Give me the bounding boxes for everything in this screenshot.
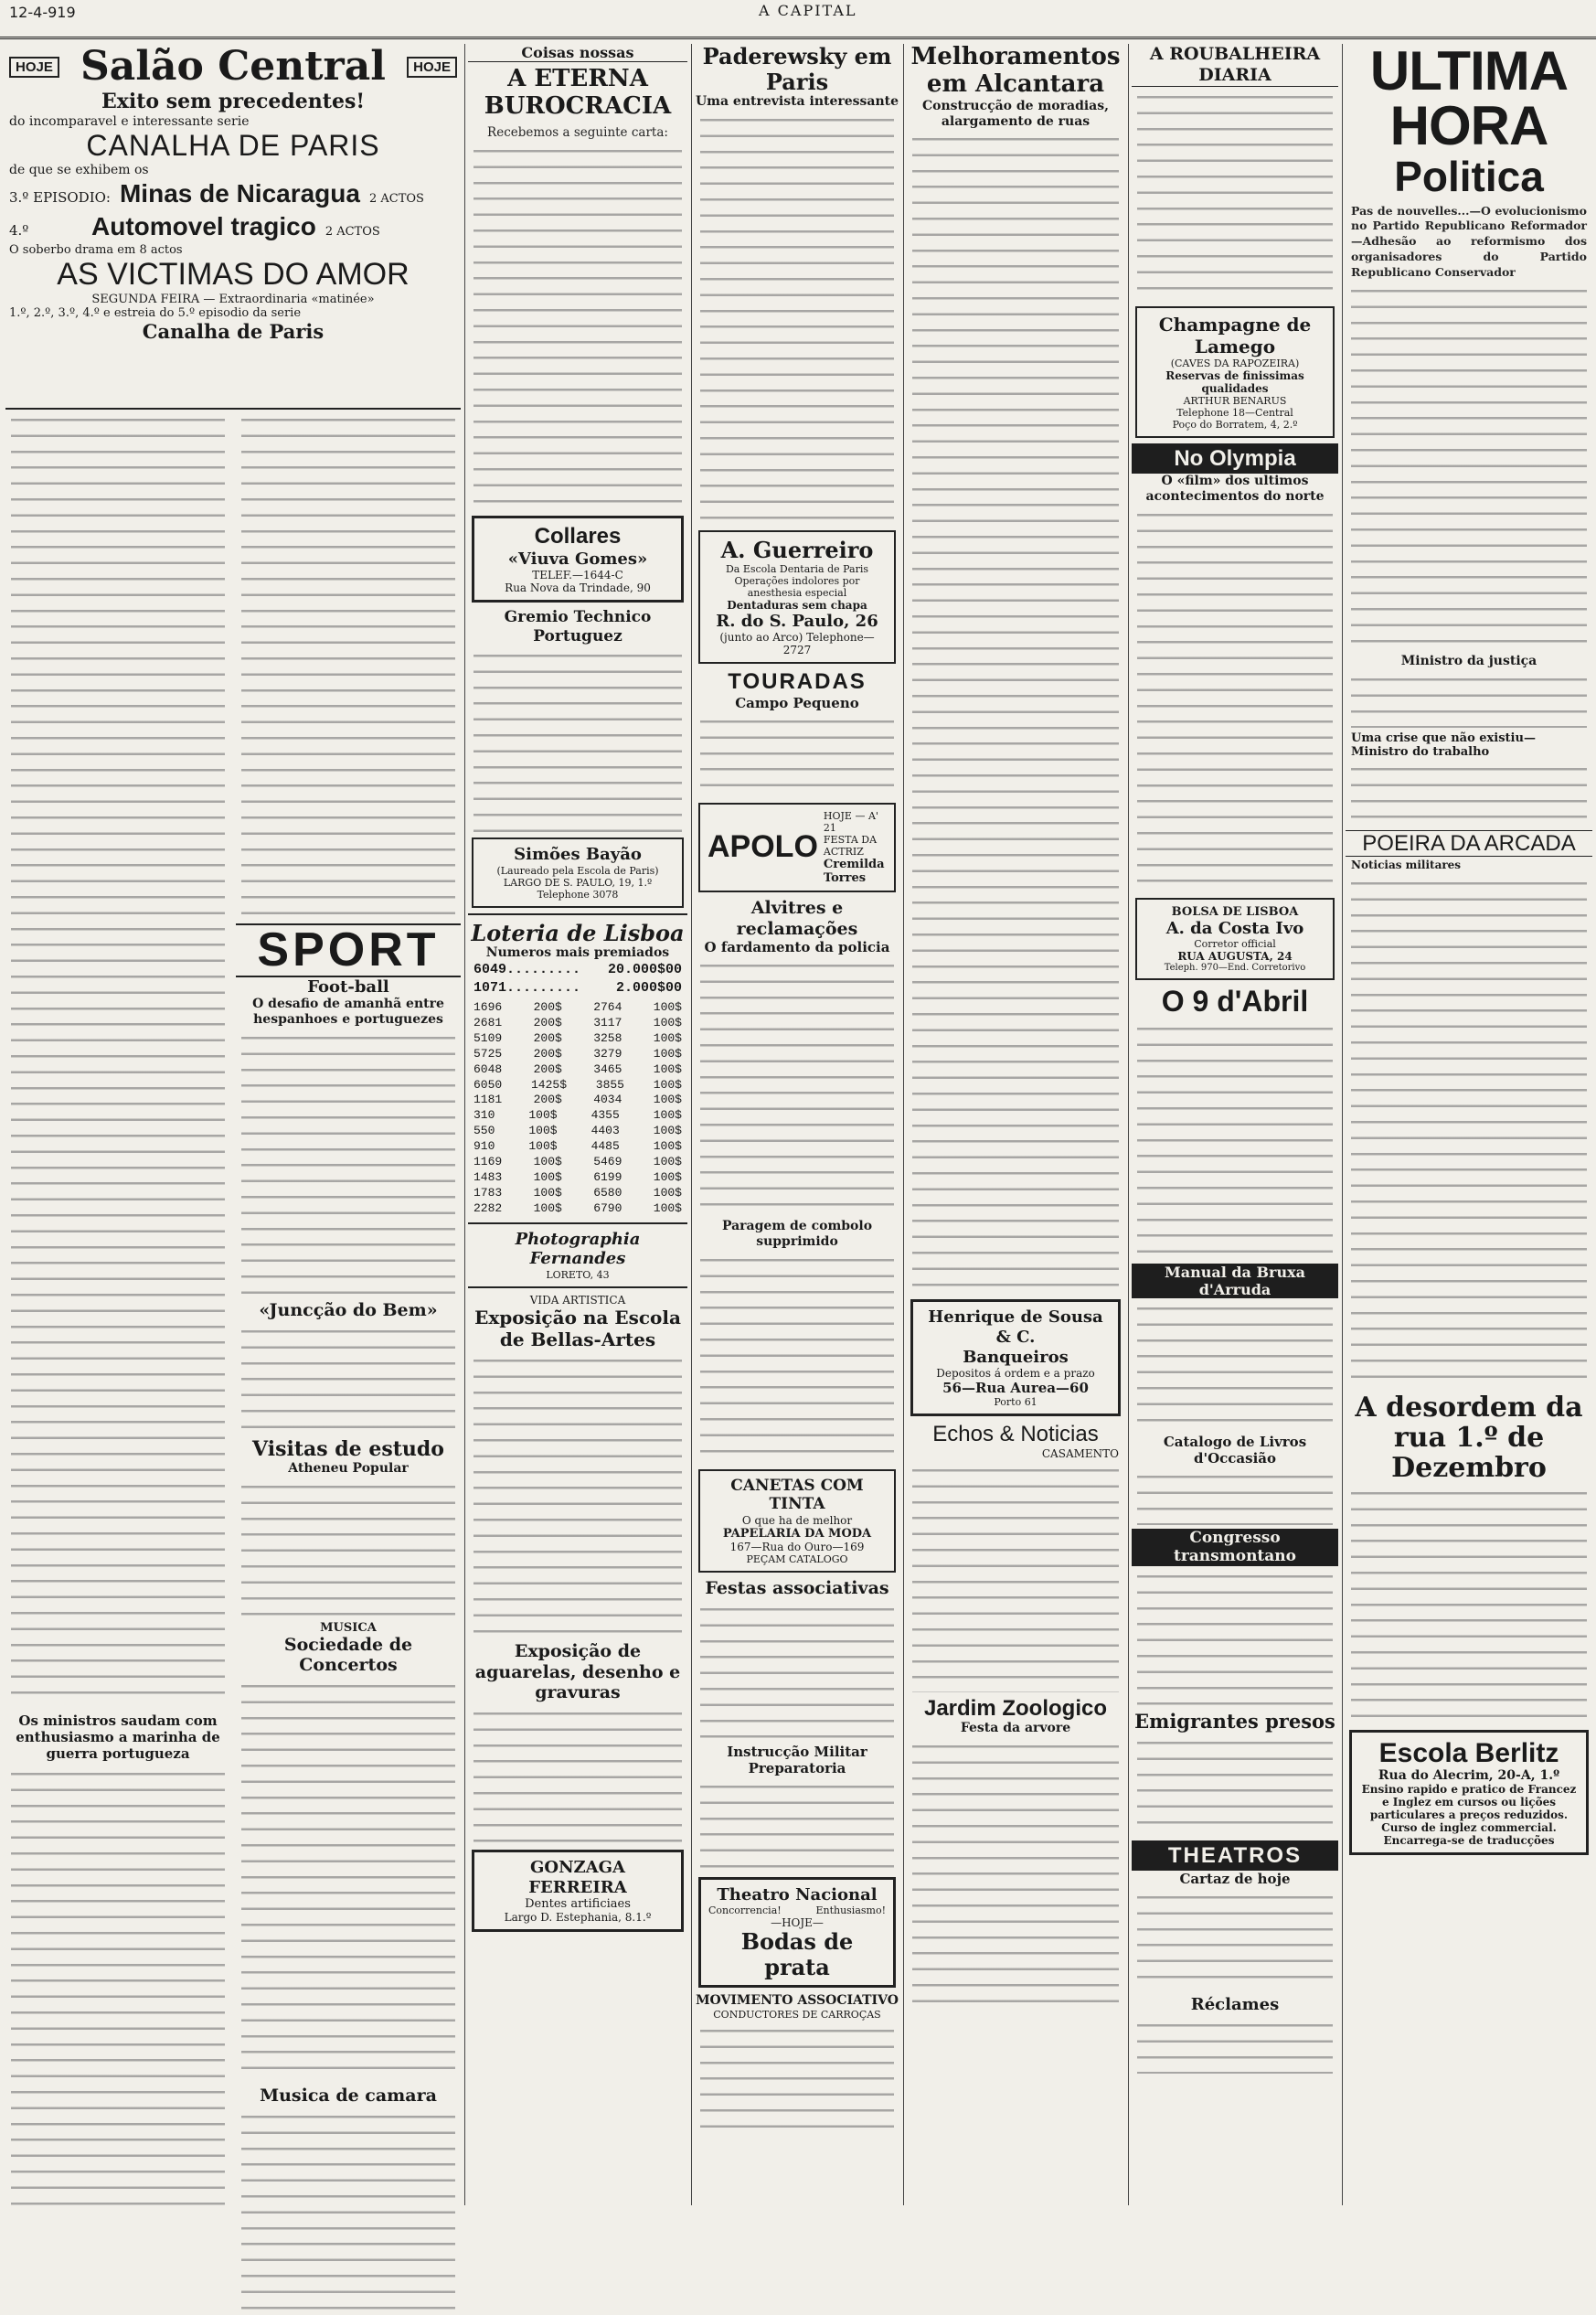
berlitz-ad (1349, 1730, 1589, 1855)
desordem-title: A desordem da rua 1.º de Dezembro (1355, 1392, 1583, 1485)
loteria-number: 3258 (593, 1030, 622, 1045)
article-roubalheira (1137, 91, 1333, 301)
bolsa-sub: Corretor official (1194, 938, 1276, 951)
theatro-nacional-ad (698, 1877, 896, 1989)
article-marinheiros (11, 413, 225, 1707)
champagne-addr: Poço do Borratem, 4, 2.º (1172, 418, 1298, 431)
loteria-prize: 100$ (653, 1000, 682, 1015)
article-manual (1137, 1302, 1333, 1430)
loteria-prize: 100$ (653, 1124, 682, 1138)
paderewsky-title: Paderewsky em Paris (702, 44, 892, 95)
canetas-addr: 167—Rua do Ouro—169 (729, 1540, 865, 1553)
loteria-prize: 200$ (533, 1093, 562, 1107)
loteria-number: 1783 (473, 1185, 503, 1200)
theatros-title: THEATROS (1132, 1840, 1338, 1872)
salao-subtitle: Exito sem precedentes! (101, 90, 365, 114)
article-concertos (241, 1680, 455, 2082)
article-ministros (11, 1767, 225, 2205)
paderewsky-lead: Uma entrevista interessante (695, 94, 899, 110)
theatro-hoje: —HOJE— (771, 1916, 824, 1930)
simoes-tel: Telephone 3078 (537, 888, 619, 901)
canetas-sub: O que ha de melhor (741, 1513, 853, 1527)
theatro-play: Bodas de prata (740, 1928, 854, 1980)
loteria-table-row (468, 1155, 687, 1170)
loteria-prize: 100$ (653, 1046, 682, 1061)
instrucao-title: Instrucção Militar Preparatoria (727, 1743, 867, 1776)
column-2 (468, 44, 687, 2205)
loteria-prizes (468, 961, 687, 997)
alvitres-title: Alvitres e reclamações (736, 897, 858, 939)
loteria-number: 910 (473, 1139, 495, 1154)
loteria-prize: 100$ (653, 1016, 682, 1030)
simoes-addr: LARGO DE S. PAULO, 19, 1.º (503, 876, 653, 889)
loteria-table-row (468, 1031, 687, 1047)
episode-label: 3.º EPISODIO: (9, 188, 111, 206)
bolsa-ad (1135, 898, 1335, 981)
berlitz-addr: Rua do Alecrim, 20-A, 1.º (1378, 1768, 1560, 1784)
burocracia-title: A ETERNA BUROCRACIA (484, 65, 672, 121)
expo1-title: Exposição na Escola de Bellas-Artes (474, 1306, 681, 1350)
theatro-left: Concorrencia! (708, 1904, 782, 1917)
article-expo1 (473, 1354, 682, 1638)
photo-title: Photographia Fernandes (515, 1229, 641, 1269)
serie-name-2: Canalha de Paris (142, 319, 325, 343)
article-instrucao (700, 1780, 894, 1872)
loteria-number: 3279 (593, 1046, 622, 1061)
column-5 (1132, 44, 1338, 2205)
loteria-number: 5725 (473, 1046, 503, 1061)
emigrantes-title: Emigrantes presos (1134, 1709, 1335, 1733)
article-movimento (700, 2024, 894, 2134)
automovel-actos: 2 ACTOS (325, 224, 380, 239)
loteria-prize: 100$ (653, 1200, 682, 1215)
champagne-tel: Telephone 18—Central (1176, 406, 1293, 419)
camara-title: Musica de camara (260, 2086, 437, 2107)
bolsa-addr: RUA AUGUSTA, 24 (1177, 950, 1293, 964)
melhoramentos-lead: Construcção de moradias, alargamento de ruas (922, 98, 1109, 129)
catalogo-title: Catalogo de Livros d'Occasião (1163, 1433, 1307, 1467)
expo2-title: Exposição de aguarelas, desenho e gravuras (474, 1640, 681, 1703)
masthead (0, 0, 1596, 39)
olympia-lead: O «film» dos ultimos acontecimentos do norte (1145, 474, 1325, 504)
loteria-number: 4485 (591, 1139, 620, 1154)
article-sport (241, 1031, 455, 1296)
sport-block (236, 923, 461, 2315)
loteria-number: 2282 (473, 1200, 503, 1215)
loteria-prize: 200$ (533, 1030, 562, 1045)
apolo-festa: FESTA DA ACTRIZ (823, 833, 878, 858)
collares-addr: Rua Nova da Trindade, 90 (505, 581, 651, 595)
apolo-hoje: HOJE — A' 21 (823, 809, 878, 834)
guerreiro-sub2: Operações indolores por anesthesia especial (734, 574, 860, 599)
loteria-prize: 100$ (533, 1200, 562, 1215)
canetas-shop: PAPELARIA DA MODA (722, 1526, 872, 1541)
poeira-title: POEIRA DA ARCADA (1346, 830, 1592, 858)
loteria-number: 4034 (593, 1093, 622, 1107)
berlitz-l3: Encarrega-se de traducções (1383, 1834, 1555, 1848)
ultima-hora-sub: Politica (1394, 153, 1544, 200)
loteria-number: 1181 (473, 1093, 503, 1107)
loteria-prize-row (468, 961, 687, 979)
alvitres-sub: O fardamento da policia (704, 939, 890, 956)
loteria-number: 3855 (595, 1077, 624, 1092)
berlitz-title: Escola Berlitz (1378, 1738, 1559, 1769)
loteria-number: 550 (473, 1124, 495, 1138)
loteria-prize: 1425$ (530, 1077, 567, 1092)
theatro-right: Enthusiasmo! (815, 1904, 886, 1917)
loteria-prize-value: 2.000$00 (615, 979, 682, 996)
loteria-number: 5469 (593, 1155, 622, 1169)
photo-addr: LORETO, 43 (546, 1268, 610, 1281)
congresso-title: Congresso transmontano (1132, 1529, 1338, 1566)
champagne-sub: (CAVES DA RAPOZEIRA) (1170, 357, 1300, 369)
bolsa-title: BOLSA DE LISBOA (1171, 904, 1299, 919)
juncao-title: «Juncção do Bem» (259, 1299, 438, 1320)
simoes-title: Simões Bayão (514, 845, 642, 865)
loteria-prize: 100$ (653, 1093, 682, 1107)
coisas-kicker: Coisas nossas (468, 44, 687, 62)
article-paderewsky (700, 113, 894, 525)
guerreiro-ad (698, 530, 896, 664)
loteria-prize: 100$ (533, 1185, 562, 1200)
champagne-ad (1135, 306, 1335, 438)
loteria-title: Loteria de Lisboa (471, 919, 685, 946)
roubalheira-title: A ROUBALHEIRA DIARIA (1132, 44, 1338, 87)
hoje-left-badge: HOJE (9, 57, 59, 78)
loteria-number: 1696 (473, 1000, 503, 1015)
article-ministro (1351, 673, 1587, 728)
guerreiro-tel: (junto ao Arco) Telephone—2727 (719, 631, 875, 657)
loteria-prize: 200$ (533, 1016, 562, 1030)
canetas-ad (698, 1469, 896, 1573)
loteria-prize: 100$ (653, 1030, 682, 1045)
loteria-prize: 100$ (653, 1077, 682, 1092)
gremio-title: Gremio Technico Portuguez (504, 608, 652, 645)
monday-line: SEGUNDA FEIRA — Extraordinaria «matinée» (91, 292, 375, 306)
article-abril (1137, 1022, 1333, 1260)
loteria-number: 6050 (473, 1077, 503, 1092)
berlitz-l1: Ensino rapido e pratico de Francez e Inglez em cursos ou lições particulares a preços reduzidos. (1361, 1783, 1577, 1822)
article-congresso (1137, 1570, 1333, 1707)
loteria-table-row (468, 1062, 687, 1078)
melhoramentos-title: Melhoramentos em Alcantara (910, 44, 1121, 98)
loteria-prize: 100$ (528, 1108, 558, 1123)
visitas-title: Visitas de estudo (252, 1436, 444, 1461)
reclames-title: Réclames (1190, 1995, 1280, 2015)
episodes-line: 1.º, 2.º, 3.º, 4.º e estreia do 5.º episodio da serie (9, 305, 302, 320)
loteria-prize: 200$ (533, 1046, 562, 1061)
column-3 (695, 44, 899, 2205)
loteria-number: 1483 (473, 1169, 503, 1184)
loteria-table (468, 1000, 687, 1216)
henrique-title: Henrique de Sousa & C. (928, 1307, 1103, 1347)
jardim-sub: Festa da arvore (960, 1721, 1071, 1736)
article-burocracia (473, 144, 682, 510)
loteria-number: 5109 (473, 1030, 503, 1045)
loteria-table-row (468, 1186, 687, 1201)
canetas-cat: PEÇAM CATALOGO (746, 1552, 848, 1565)
apolo-ad (698, 803, 896, 892)
salao-central-ad (5, 44, 461, 410)
collares-tel: TELEF.—1644-C (532, 569, 623, 582)
loteria-number: 6580 (593, 1185, 622, 1200)
loteria-table-row (468, 1093, 687, 1108)
loteria-prize-row (468, 979, 687, 997)
paragem-title: Paragem de combolo supprimido (721, 1219, 873, 1250)
episode-title: Minas de Nicaragua (119, 178, 360, 208)
guerreiro-title: A. Guerreiro (720, 536, 874, 563)
loteria-prize-number: 1071......... (473, 979, 581, 996)
ministros-headline: Os ministros saudam com enthusiasmo a marinha de guerra portugueza (16, 1712, 220, 1762)
article-crise (1351, 763, 1587, 827)
sport-sub: Foot-ball (307, 976, 389, 997)
loteria-prize: 100$ (653, 1061, 682, 1076)
henrique-sub: Banqueiros (963, 1347, 1069, 1367)
apolo-title: APOLO (708, 829, 818, 865)
vida-kicker: VIDA ARTISTICA (529, 1293, 626, 1307)
bolsa-name: A. da Costa Ivo (1165, 918, 1304, 938)
musica-label: MUSICA (320, 1620, 377, 1635)
loteria-prize: 100$ (533, 1169, 562, 1184)
article-desordem (1351, 1487, 1587, 1724)
jardim-title: Jardim Zoologico (923, 1695, 1107, 1721)
article-juncao (241, 1325, 455, 1435)
article-catalogo (1137, 1470, 1333, 1525)
article-melhoramentos (912, 133, 1119, 1294)
drama-title: AS VICTIMAS DO AMOR (57, 256, 410, 292)
gonzaga-ad (472, 1850, 684, 1932)
article-fardamento (700, 959, 894, 1215)
issue-date: 12-4-919 (9, 4, 76, 21)
article-touradas (700, 715, 894, 797)
movimento-sub: CONDUCTORES DE CARROÇAS (713, 2009, 881, 2022)
loteria-number: 2764 (593, 1000, 622, 1015)
poeira-sub: Noticias militares (1351, 859, 1462, 872)
loteria-prize: 200$ (533, 1061, 562, 1076)
episode-4-label: 4.º (9, 221, 29, 239)
loteria-table-row (468, 1047, 687, 1062)
loteria-prize: 100$ (653, 1185, 682, 1200)
article-gremio (473, 649, 682, 832)
concertos-title: Sociedade de Concertos (283, 1634, 413, 1676)
loteria-prize: 100$ (653, 1155, 682, 1169)
abril-title: O 9 d'Abril (1161, 985, 1309, 1019)
salao-title: Salão Central (80, 44, 386, 90)
loteria-table-row (468, 1016, 687, 1031)
loteria-prize-value: 20.000$00 (607, 962, 682, 978)
loteria-table-row (468, 1000, 687, 1016)
loteria-number: 4403 (591, 1124, 620, 1138)
burocracia-first-line: Recebemos a seguinte carta: (487, 124, 668, 140)
bolsa-tel: Teleph. 970—End. Corretorivo (1164, 963, 1306, 974)
gonzaga-addr: Largo D. Estephania, 8.1.º (504, 1911, 652, 1925)
hoje-right-badge: HOJE (407, 57, 457, 78)
loteria-table-row (468, 1124, 687, 1139)
drama-intro: O soberbo drama em 8 actos (9, 242, 183, 257)
touradas-sub: Campo Pequeno (735, 694, 859, 711)
echos-sub: CASAMENTO (1041, 1446, 1119, 1460)
guerreiro-sub3: Dentaduras sem chapa (727, 598, 867, 612)
champagne-dep: ARTHUR BENARUS (1183, 394, 1287, 407)
article-theatros (1137, 1891, 1333, 1991)
champagne-title: Champagne de Lamego (1158, 313, 1312, 357)
loteria-table-row (468, 1139, 687, 1155)
column-6 (1346, 44, 1592, 2205)
canetas-title: CANETAS COM TINTA (730, 1476, 864, 1514)
loteria-prize: 100$ (528, 1124, 558, 1138)
loteria-number: 310 (473, 1108, 495, 1123)
collares-brand: «Viuva Gomes» (507, 549, 648, 569)
henrique-addr: 56—Rua Aurea—60 (942, 1380, 1089, 1397)
article-jardim (912, 1740, 1119, 2014)
crise-title: Uma crise que não existiu—Ministro do trabalho (1351, 731, 1536, 759)
loteria-table-row (468, 1170, 687, 1186)
loteria-table-row (468, 1201, 687, 1217)
article-olympia (1137, 508, 1333, 892)
loteria-prize-number: 6049......... (473, 962, 581, 978)
article-poeira (1351, 877, 1587, 1389)
article-paragem (700, 1254, 894, 1464)
touradas-title: TOURADAS (728, 669, 867, 695)
olympia-title: No Olympia (1132, 443, 1338, 475)
collares-ad (472, 516, 684, 603)
loteria-prize: 100$ (533, 1155, 562, 1169)
salao-serie: CANALHA DE PARIS (86, 128, 380, 162)
theatro-nacional-title: Theatro Nacional (717, 1884, 878, 1904)
sport-title: SPORT (236, 923, 461, 977)
henrique-line: Depositos á ordem e a prazo (936, 1367, 1095, 1381)
ministro-title: Ministro da justiça (1400, 653, 1537, 668)
guerreiro-sub: Da Escola Dentaria de Paris (725, 562, 869, 575)
loteria-number: 1169 (473, 1155, 503, 1169)
henrique-ad (910, 1299, 1121, 1416)
loteria-number: 6790 (593, 1200, 622, 1215)
ultima-hora-title: ULTIMA HORA (1369, 44, 1569, 156)
champagne-sub2: Reservas de finissimas qualidades (1165, 368, 1304, 395)
loteria-number: 6199 (593, 1169, 622, 1184)
article-politica (1351, 284, 1587, 650)
visitas-sub: Atheneu Popular (288, 1460, 409, 1476)
loteria-prize: 100$ (653, 1139, 682, 1154)
ultima-lead: Pas de nouvelles...—O evolucionismo no Partido Republicano Reformador—Adhesão ao reformismo dos organisadores do Partido Republicano Conservador (1351, 203, 1587, 280)
loteria-prize: 100$ (653, 1108, 682, 1123)
loteria-number: 6048 (473, 1061, 503, 1076)
loteria-sub: Numeros mais premiados (485, 945, 670, 961)
salao-intro: do incomparavel e interessante serie (9, 113, 250, 129)
simoes-sub: (Laureado pela Escola de Paris) (496, 864, 659, 877)
berlitz-l2: Curso de inglez commercial. (1381, 1821, 1557, 1835)
episode-actos: 2 ACTOS (368, 191, 424, 206)
automovel-title: Automovel tragico (91, 211, 316, 240)
movimento-title: MOVIMENTO ASSOCIATIVO (696, 1993, 899, 2009)
gonzaga-sub: Dentes artificiaes (525, 1897, 631, 1912)
echos-title: Echos & Noticias (932, 1422, 1099, 1447)
henrique-tel: Porto 61 (994, 1396, 1037, 1409)
loteria-prize: 100$ (653, 1169, 682, 1184)
loteria-number: 3465 (593, 1061, 622, 1076)
article-camara (241, 2110, 455, 2311)
article-echos (912, 1464, 1119, 1692)
loteria-prize: 100$ (528, 1139, 558, 1154)
paper-title: A CAPITAL (759, 2, 857, 19)
article-emigrantes (1137, 1736, 1333, 1837)
apolo-name: Cremilda Torres (823, 857, 885, 885)
gonzaga-title: GONZAGA FERREIRA (528, 1858, 627, 1897)
loteria-table-row (468, 1108, 687, 1124)
article-expo2 (473, 1707, 682, 1844)
sport-lead: O desafio de amanhã entre hespanhoes e portuguezes (252, 997, 444, 1027)
article-visitas (241, 1480, 455, 1617)
simoes-ad (472, 837, 684, 908)
guerreiro-addr: R. do S. Paulo, 26 (716, 611, 878, 631)
loteria-number: 2681 (473, 1016, 503, 1030)
loteria-prize: 200$ (533, 1000, 562, 1015)
manual-title: Manual da Bruxa d'Arruda (1132, 1264, 1338, 1298)
theatros-sub: Cartaz de hoje (1179, 1871, 1291, 1888)
loteria-table-row (468, 1078, 687, 1093)
loteria-number: 4355 (591, 1108, 620, 1123)
column-4 (907, 44, 1124, 2205)
article-reclames (1137, 2019, 1333, 2074)
loteria-number: 3117 (593, 1016, 622, 1030)
salao-line2: de que se exhibem os (9, 162, 149, 177)
article-festas (700, 1603, 894, 1740)
collares-title: Collares (534, 524, 622, 549)
festas-title: Festas associativas (705, 1577, 889, 1598)
